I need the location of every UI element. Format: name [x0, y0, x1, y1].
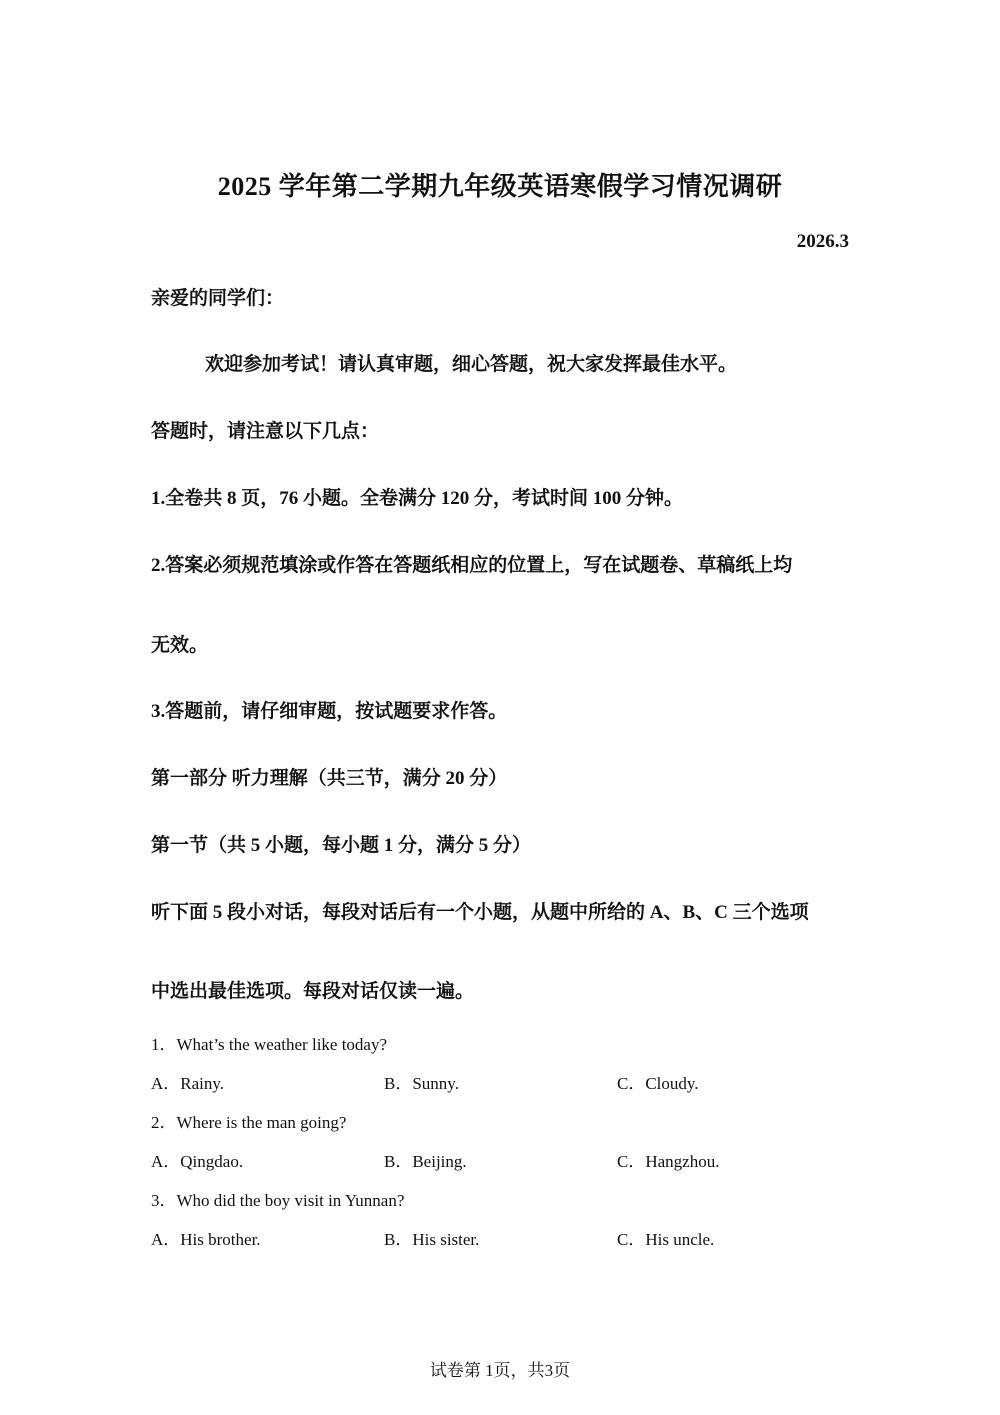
question-text: 2．Where is the man going? — [151, 1113, 347, 1132]
option-c: C．Cloudy. — [617, 1074, 699, 1093]
option-b: B．Sunny. — [384, 1074, 459, 1093]
option-a: A．His brother. — [151, 1230, 261, 1249]
page-title: 2025 学年第二学期九年级英语寒假学习情况调研 — [217, 172, 783, 201]
page-footer: 试卷第 1页，共3页 — [429, 1361, 571, 1380]
option-a: A．Rainy. — [151, 1074, 225, 1093]
welcome-text: 欢迎参加考试！请认真审题，细心答题，祝大家发挥最佳水平。 — [205, 354, 738, 375]
note-item: 2.答案必须规范填涂或作答在答题纸相应的位置上，写在试题卷、草稿纸上均 — [151, 555, 793, 576]
option-b: B．Beijing. — [384, 1152, 467, 1171]
section-instructions: 听下面 5 段小对话，每段对话后有一个小题，从题中所给的 A、B、C 三个选项 — [151, 902, 809, 923]
option-c: C．His uncle. — [617, 1230, 715, 1249]
note-item-continuation: 无效。 — [151, 635, 209, 656]
exam-date: 2026.3 — [796, 231, 849, 252]
question-text: 1．What’s the weather like today? — [151, 1035, 388, 1054]
option-a: A．Qingdao. — [151, 1152, 244, 1171]
option-c: C．Hangzhou. — [617, 1152, 720, 1171]
question-text: 3．Who did the boy visit in Yunnan? — [151, 1191, 405, 1210]
part-heading: 第一部分 听力理解（共三节，满分 20 分） — [151, 768, 508, 789]
section-heading: 第一节（共 5 小题，每小题 1 分，满分 5 分） — [151, 835, 532, 856]
section-instructions: 中选出最佳选项。每段对话仅读一遍。 — [151, 981, 475, 1002]
note-item: 3.答题前，请仔细审题，按试题要求作答。 — [151, 701, 508, 722]
option-b: B．His sister. — [384, 1230, 480, 1249]
greeting: 亲爱的同学们： — [151, 288, 285, 309]
notice-heading: 答题时，请注意以下几点： — [151, 421, 380, 442]
note-item: 1.全卷共 8 页，76 小题。全卷满分 120 分，考试时间 100 分钟。 — [151, 488, 684, 509]
